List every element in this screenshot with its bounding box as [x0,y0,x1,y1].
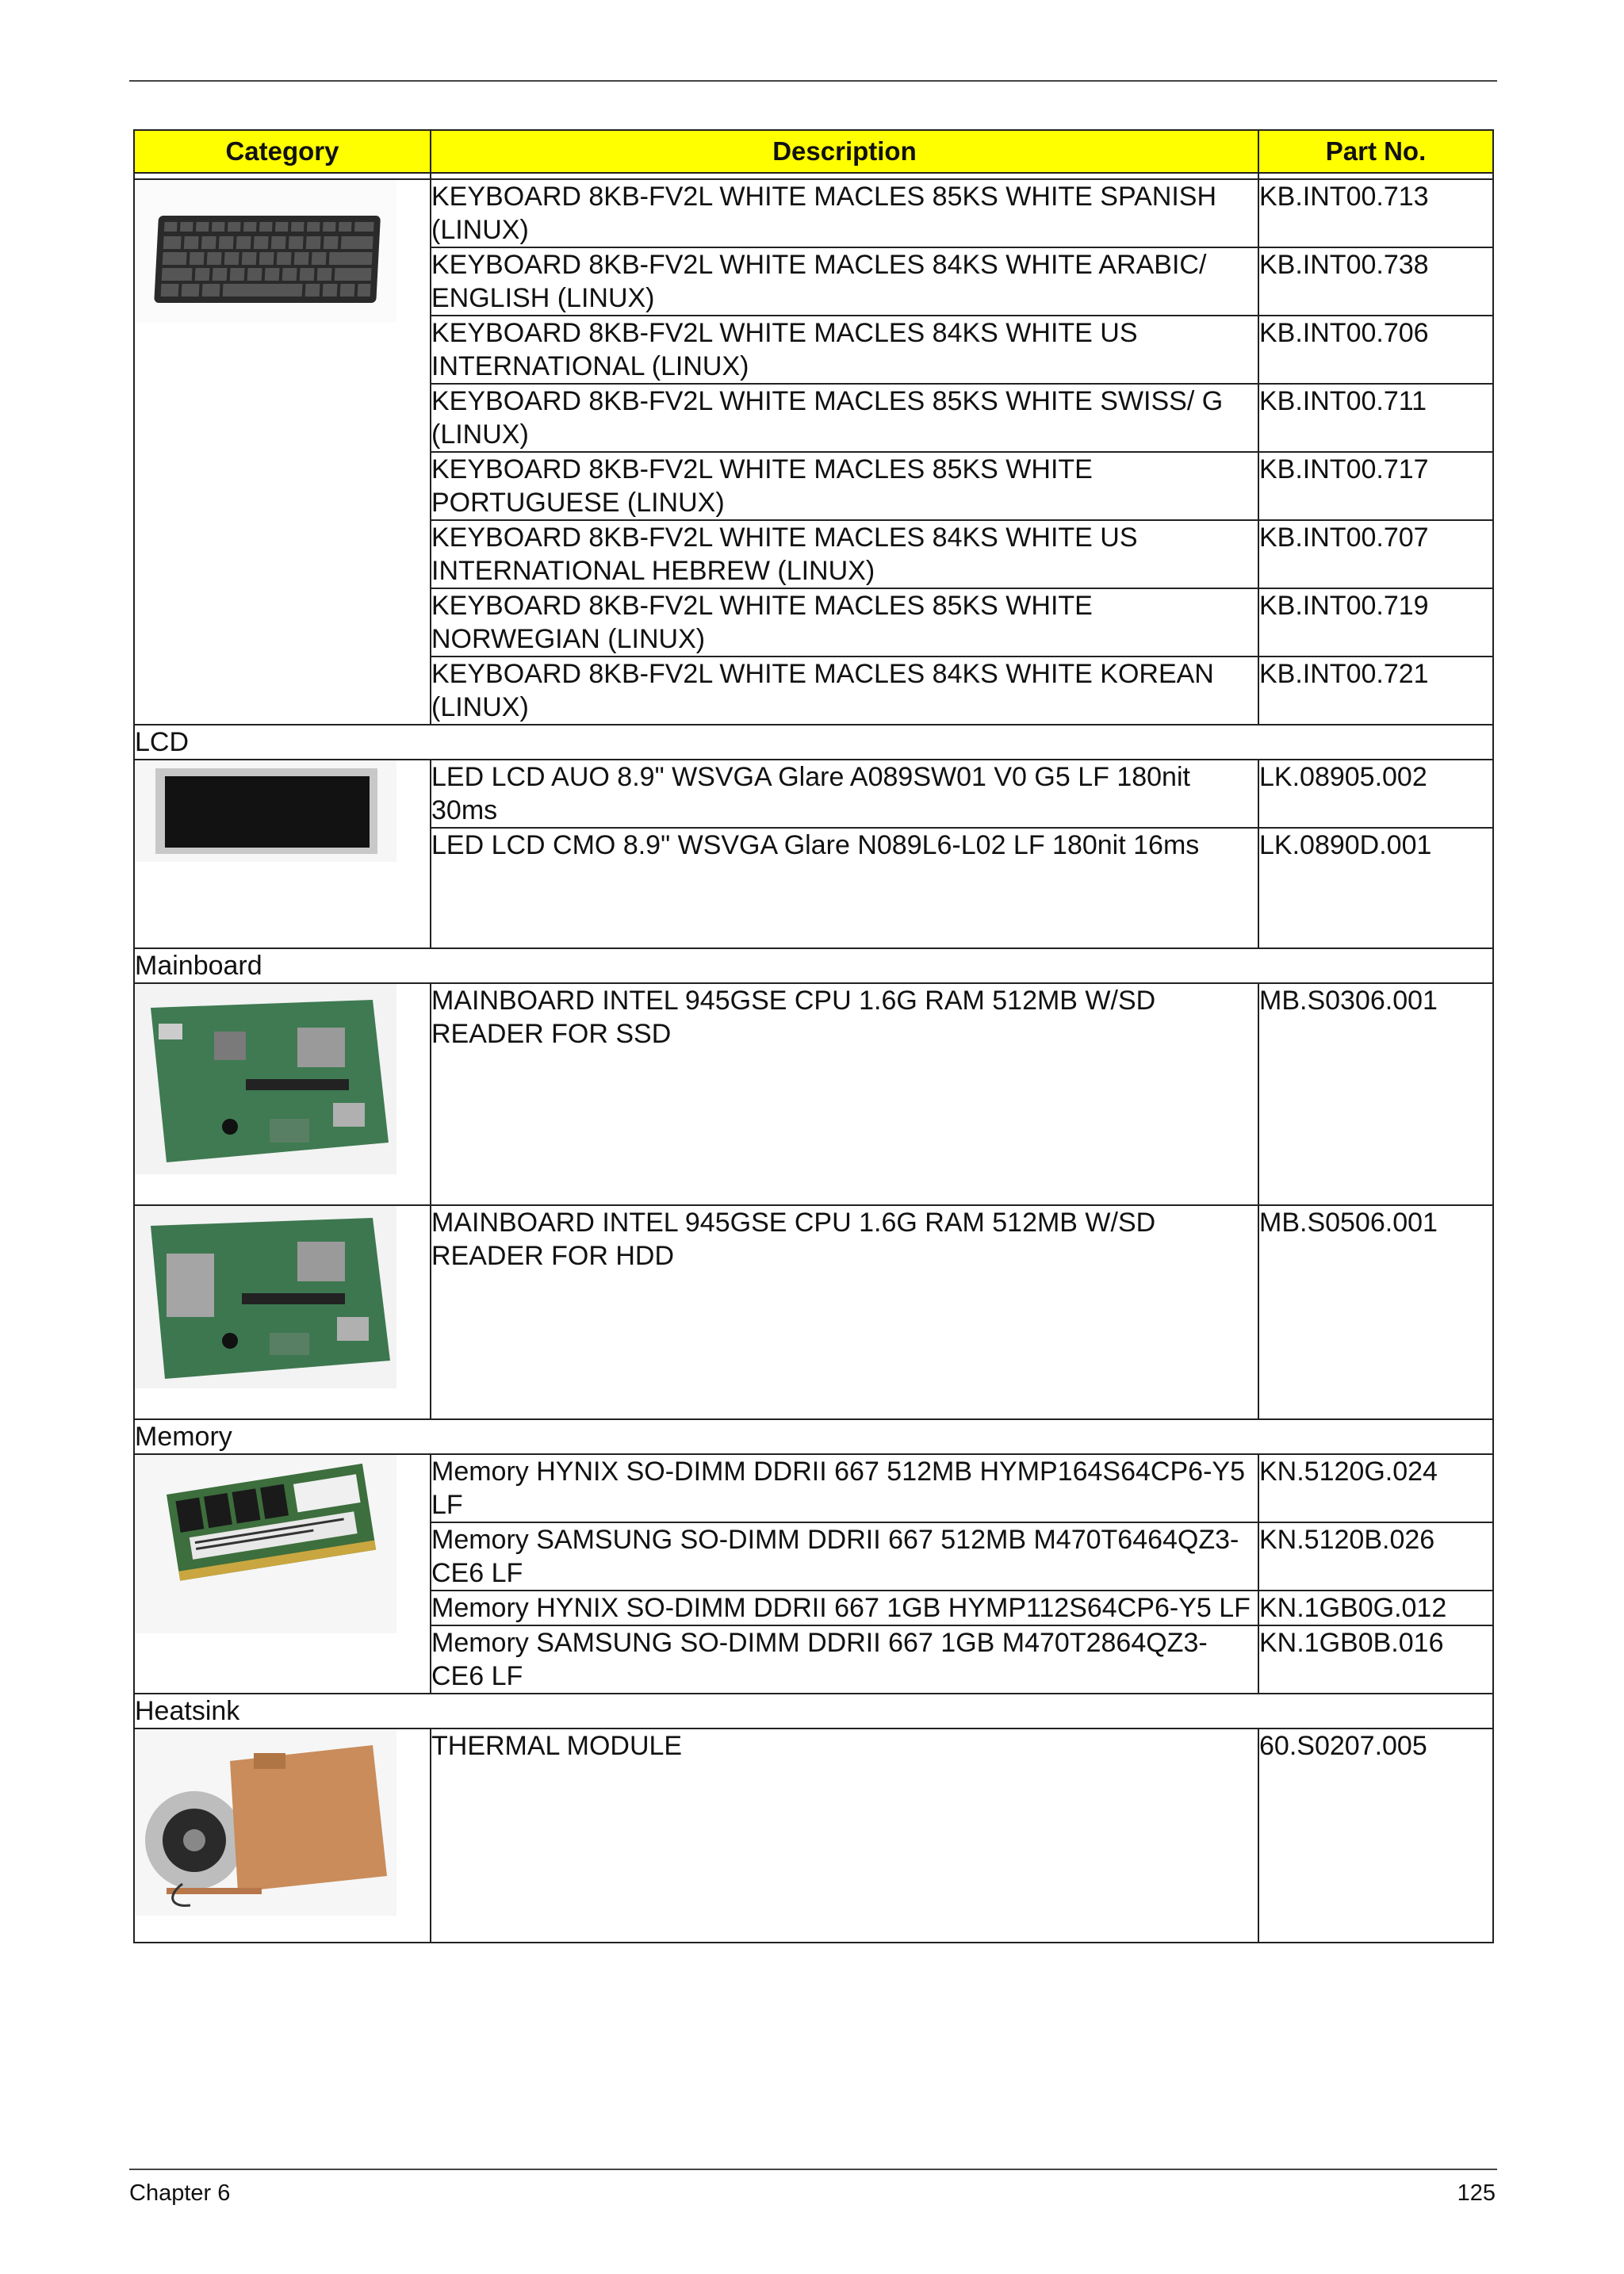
category-label: Heatsink [134,1694,1493,1728]
category-row-lcd [134,725,1493,760]
memory-image-cell [134,1454,431,1694]
header-category: Category [134,130,431,173]
description-cell: Memory HYNIX SO-DIMM DDRII 667 512MB HYMP164S64CP6-Y5 LF [431,1454,1258,1522]
memory-module-photo-icon [135,1455,396,1633]
table-row [134,179,1493,247]
part-number-cell: MB.S0506.001 [1258,1205,1493,1419]
table-row [134,760,1493,828]
keyboard-image-cell [134,179,431,725]
description-cell: KEYBOARD 8KB-FV2L WHITE MACLES 85KS WHITE PORTUGUESE (LINUX) [431,452,1258,520]
category-row-mainboard [134,948,1493,983]
description-cell: Memory HYNIX SO-DIMM DDRII 667 1GB HYMP112S64CP6-Y5 LF [431,1591,1258,1625]
part-number-cell: KB.INT00.719 [1258,588,1493,657]
part-number-cell: KB.INT00.707 [1258,520,1493,588]
category-row-heatsink [134,1694,1493,1728]
mainboard-image-cell [134,983,431,1205]
part-number-cell: KN.5120G.024 [1258,1454,1493,1522]
thermal-module-photo-icon [135,1729,396,1916]
description-cell: LED LCD CMO 8.9" WSVGA Glare N089L6-L02 LF 180nit 16ms [431,828,1258,948]
part-number-cell: 60.S0207.005 [1258,1728,1493,1943]
description-cell: KEYBOARD 8KB-FV2L WHITE MACLES 85KS WHITE SWISS/ G (LINUX) [431,384,1258,452]
category-label: LCD [134,725,1493,760]
part-number-cell: KB.INT00.738 [1258,247,1493,316]
description-cell: KEYBOARD 8KB-FV2L WHITE MACLES 85KS WHITE SPANISH (LINUX) [431,179,1258,247]
footer-chapter: Chapter 6 [129,2180,231,2206]
description-cell: LED LCD AUO 8.9" WSVGA Glare A089SW01 V0 G5 LF 180nit 30ms [431,760,1258,828]
description-cell: KEYBOARD 8KB-FV2L WHITE MACLES 85KS WHITE NORWEGIAN (LINUX) [431,588,1258,657]
description-cell: KEYBOARD 8KB-FV2L WHITE MACLES 84KS WHITE ARABIC/ ENGLISH (LINUX) [431,247,1258,316]
heatsink-image-cell [134,1728,431,1943]
description-cell: KEYBOARD 8KB-FV2L WHITE MACLES 84KS WHITE US INTERNATIONAL HEBREW (LINUX) [431,520,1258,588]
part-number-cell: KN.1GB0B.016 [1258,1625,1493,1694]
table-row [134,983,1493,1205]
description-cell: MAINBOARD INTEL 945GSE CPU 1.6G RAM 512MB W/SD READER FOR HDD [431,1205,1258,1419]
lcd-panel-photo-icon [135,760,396,862]
mainboard-photo-icon [135,1206,396,1388]
description-cell: Memory SAMSUNG SO-DIMM DDRII 667 1GB M470T2864QZ3-CE6 LF [431,1625,1258,1694]
top-rule [129,80,1497,82]
keyboard-photo-icon [135,180,396,323]
category-label: Mainboard [134,948,1493,983]
table-row [134,1454,1493,1522]
part-number-cell: KN.1GB0G.012 [1258,1591,1493,1625]
footer-page-number: 125 [1457,2180,1496,2206]
part-number-cell: KB.INT00.721 [1258,657,1493,725]
description-cell: KEYBOARD 8KB-FV2L WHITE MACLES 84KS WHITE US INTERNATIONAL (LINUX) [431,316,1258,384]
description-cell: KEYBOARD 8KB-FV2L WHITE MACLES 84KS WHITE KOREAN (LINUX) [431,657,1258,725]
description-cell: Memory SAMSUNG SO-DIMM DDRII 667 512MB M470T6464QZ3-CE6 LF [431,1522,1258,1591]
table-row [134,1728,1493,1943]
header-description: Description [431,130,1258,173]
mainboard-image-cell [134,1205,431,1419]
table-row [134,1205,1493,1419]
part-number-cell: LK.08905.002 [1258,760,1493,828]
part-number-cell: KB.INT00.711 [1258,384,1493,452]
header-spacer-row [134,173,1493,179]
category-label: Memory [134,1419,1493,1454]
header-part-no: Part No. [1258,130,1493,173]
mainboard-photo-icon [135,984,396,1174]
parts-table [133,129,1494,1943]
part-number-cell: KB.INT00.717 [1258,452,1493,520]
description-cell: MAINBOARD INTEL 945GSE CPU 1.6G RAM 512MB W/SD READER FOR SSD [431,983,1258,1205]
part-number-cell: KN.5120B.026 [1258,1522,1493,1591]
lcd-image-cell [134,760,431,948]
table-header-row [134,130,1493,173]
description-cell: THERMAL MODULE [431,1728,1258,1943]
part-number-cell: KB.INT00.713 [1258,179,1493,247]
part-number-cell: KB.INT00.706 [1258,316,1493,384]
part-number-cell: LK.0890D.001 [1258,828,1493,948]
part-number-cell: MB.S0306.001 [1258,983,1493,1205]
bottom-rule [129,2169,1497,2170]
category-row-memory [134,1419,1493,1454]
